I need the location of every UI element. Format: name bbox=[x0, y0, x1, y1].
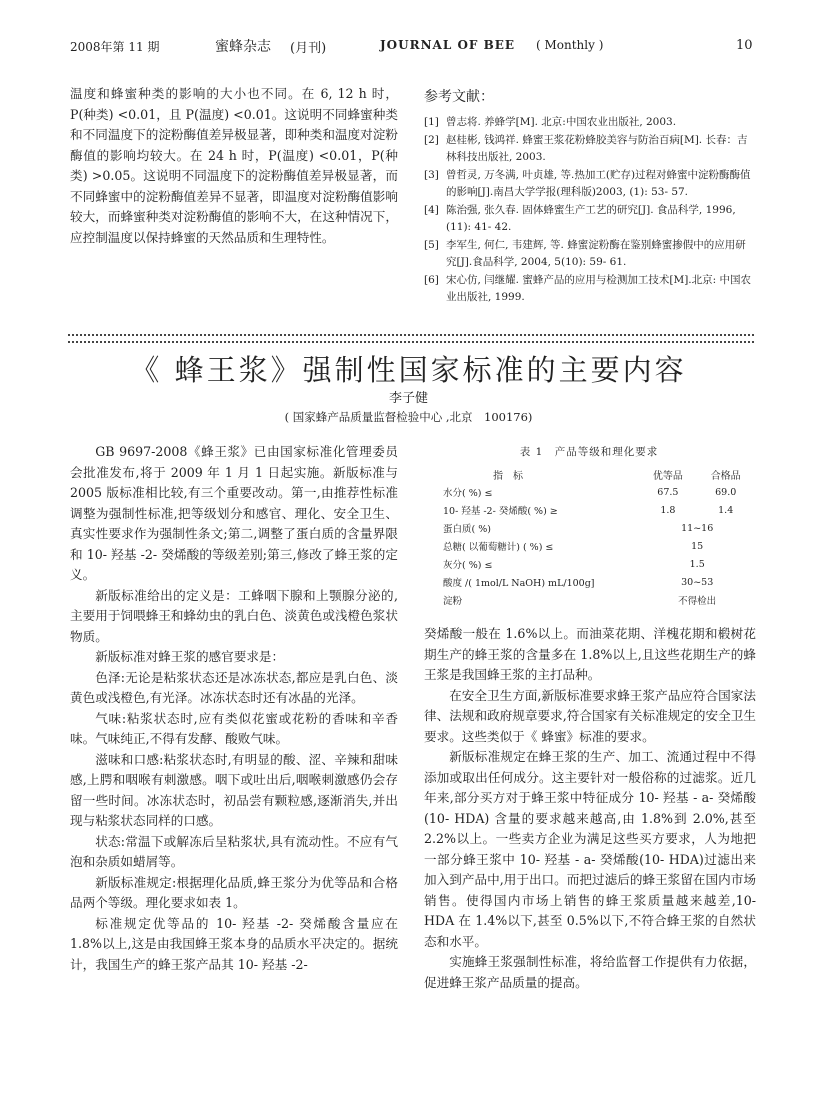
table-row bbox=[423, 591, 755, 609]
monthly-label-cn: (月刊) bbox=[290, 41, 327, 56]
body-paragraph: 标准规定优等品的 10- 羟基 -2- 癸烯酸含量应在 1.8%以上,这是由我国蜂王浆本身的品质水平决定的。据统计，我国生产的蜂王浆产品其 10- 羟基 -2- bbox=[70, 915, 398, 972]
requirements-table bbox=[423, 465, 755, 609]
body-paragraph: 气味:粘浆状态时,应有类似花蜜或花粉的香味和辛香味。气味纯正,不得有发酵、酸败气味。 bbox=[70, 710, 398, 746]
table-row bbox=[423, 555, 755, 573]
table-cell-indicator: 灰分( %) ≤ bbox=[443, 560, 493, 571]
table-row bbox=[423, 483, 755, 501]
page-number: 10 bbox=[736, 38, 753, 53]
table-cell-indicator: 淀粉 bbox=[443, 596, 463, 607]
table-caption: 表 1 产品等级和理化要求 bbox=[519, 446, 659, 458]
monthly-label-en: ( Monthly ) bbox=[536, 38, 604, 52]
issue-label: 2008年第 11 期 bbox=[70, 40, 160, 54]
reference-number: [4] bbox=[424, 204, 439, 216]
section-divider bbox=[68, 334, 754, 343]
table-cell-value: 11~16 bbox=[681, 522, 714, 534]
reference-item bbox=[424, 202, 756, 236]
reference-number: [1] bbox=[424, 116, 439, 128]
reference-item bbox=[424, 167, 756, 201]
reference-item bbox=[424, 114, 756, 131]
table-cell-indicator: 10- 羟基 -2- 癸烯酸( %) ≥ bbox=[443, 506, 558, 517]
body-paragraph: 新版标准规定在蜂王浆的生产、加工、流通过程中不得添加或取出任何成分。这主要针对一般俗称的过滤浆。近几年来,部分买方对于蜂王浆中特征成分 10- 羟基 - a- 癸烯酸 (10- HDA) 含量的要求越来越高,由 1.8%到 2.0%,甚至 2.2%以上。一些卖方企业为满足这些买方要求，人为地把一部分蜂王浆中 10- 羟基 - a- 癸烯酸(10- HDA)过滤出来加入到产品中,用于出口。而把过滤后的蜂王浆留在国内市场销售。使得国内市场上销售的蜂王浆质量越来越差,10- HDA 在 1.4%以下,甚至 0.5%以下,不符合蜂王浆的自然状态和水平。 bbox=[424, 749, 756, 949]
reference-text: 李军生, 何仁, 韦建辉, 等. 蜂蜜淀粉酶在鉴别蜂蜜掺假中的应用研究[J].食品科学, 2004, 5(10): 59- 61. bbox=[446, 239, 746, 268]
table-cell-indicator: 水分( %) ≤ bbox=[443, 488, 493, 499]
article-affiliation: ( 国家蜂产品质量监督检验中心 ,北京 100176) bbox=[284, 410, 533, 424]
table-cell-value: 67.5 bbox=[657, 486, 679, 498]
body-paragraph: 癸烯酸一般在 1.6%以上。而油菜花期、洋槐花期和椴树花期生产的蜂王浆的含量多在 1.8%以上,且这些花期生产的蜂王浆是我国蜂王浆的主打品种。 bbox=[424, 626, 756, 682]
references-title: 参考文献： bbox=[424, 89, 494, 105]
article-title: 《 蜂王浆》强制性国家标准的主要内容 bbox=[130, 353, 687, 387]
table-cell-value: 1.4 bbox=[718, 504, 734, 516]
left-column-body bbox=[70, 442, 398, 975]
reference-text: 赵桂彬, 钱鸿祥. 蜂蜜王浆花粉蜂胶美容与防治百病[M]. 长春：吉林科技出版社, 2003. bbox=[446, 134, 748, 163]
table-cell-indicator: 蛋白质( %) bbox=[443, 524, 491, 535]
reference-item bbox=[424, 272, 756, 306]
body-paragraph: 新版标准给出的定义是：工蜂咽下腺和上颚腺分泌的,主要用于饲喂蜂王和蜂幼虫的乳白色、淡黄色或浅橙色浆状物质。 bbox=[70, 587, 398, 644]
article-author: 李子健 bbox=[388, 391, 428, 406]
table-row bbox=[423, 501, 755, 519]
table-cell-value: 15 bbox=[691, 540, 704, 552]
body-paragraph: 滋味和口感:粘浆状态时,有明显的酸、涩、辛辣和甜味感,上腭和咽喉有刺激感。咽下或吐出后,咽喉刺激感仍会存留一些时间。冰冻状态时，初品尝有颗粒感,逐渐消失,并出现与粘浆状态同样的口感。 bbox=[70, 751, 398, 828]
reference-item bbox=[424, 237, 756, 271]
body-paragraph: 状态:常温下或解冻后呈粘浆状,具有流动性。不应有气泡和杂质如蜡屑等。 bbox=[70, 833, 398, 869]
right-column-body bbox=[424, 624, 756, 993]
continued-paragraph: 温度和蜂蜜种类的影响的大小也不同。在 6, 12 h 时，P(种类) <0.01，且 P(温度) <0.01。这说明不同蜂蜜种类和不同温度下的淀粉酶值差异极显著，即种类和温度对淀粉酶值的影响均较大。在 24 h 时，P(温度) <0.01，P(种类) >0.05。这说明不同温度下的淀粉酶值差异极显著，而不同蜂蜜中的淀粉酶值差异不显著，即温度对淀粉酶值影响较大，而蜂蜜种类对淀粉酶值的影响不大，在这种情况下，应控制温度以保持蜂蜜的天然品质和生理特性。 bbox=[70, 86, 398, 245]
journal-name-en: JOURNAL OF BEE bbox=[380, 38, 516, 52]
body-paragraph: 新版标准规定:根据理化品质,蜂王浆分为优等品和合格品两个等级。理化要求如表 1。 bbox=[70, 874, 398, 910]
table-cell-value: 69.0 bbox=[715, 486, 737, 498]
reference-text: 曾哲灵, 万冬满, 叶贞雄, 等.热加工(贮存)过程对蜂蜜中淀粉酶酶值的影响[J].南昌大学学报(理科版)2003, (1): 53- 57. bbox=[446, 169, 751, 198]
references-list bbox=[424, 114, 756, 306]
reference-number: [3] bbox=[424, 169, 439, 181]
table-cell-value: 不得检出 bbox=[678, 596, 717, 607]
body-paragraph: 色泽:无论是粘浆状态还是冰冻状态,都应是乳白色、淡黄色或浅橙色,有光泽。冰冻状态时还有冰晶的光泽。 bbox=[70, 669, 398, 705]
reference-item bbox=[424, 132, 756, 166]
table-cell-indicator: 酸度 /( 1mol/L NaOH) mL/100g] bbox=[443, 578, 595, 589]
table-row bbox=[423, 519, 755, 537]
table-cell-value: 1.5 bbox=[689, 558, 705, 570]
table-cell-indicator: 总糖( 以葡萄糖计) ( %) ≤ bbox=[443, 542, 554, 553]
table-header-cell: 优等品 bbox=[652, 470, 683, 482]
reference-number: [2] bbox=[424, 134, 439, 146]
body-paragraph: GB 9697-2008《蜂王浆》已由国家标准化管理委员会批准发布,将于 2009 年 1 月 1 日起实施。新版标准与 2005 版标准相比较,有三个重要改动。第一,由推荐性标准调整为强制性标准,把等级划分和感官、理化、安全卫生、真实性要求作为强制性条文;第二,调整了蛋白质的含量界限和 10- 羟基 -2- 癸烯酸的等级差别;第三,修改了蜂王浆的定义。 bbox=[70, 444, 398, 582]
body-paragraph: 在安全卫生方面,新版标准要求蜂王浆产品应符合国家法律、法规和政府规章要求,符合国家有关标准规定的安全卫生要求。这些类似于《 蜂蜜》标准的要求。 bbox=[424, 687, 756, 744]
table-cell-value: 30~53 bbox=[681, 576, 714, 588]
reference-number: [6] bbox=[424, 274, 439, 286]
references-section bbox=[424, 86, 756, 307]
body-paragraph: 新版标准对蜂王浆的感官要求是： bbox=[95, 649, 285, 664]
table-header-cell: 合格品 bbox=[710, 470, 741, 482]
reference-number: [5] bbox=[424, 239, 439, 251]
reference-text: 宋心仿, 闫继耀. 蜜蜂产品的应用与检测加工技术[M].北京: 中国农业出版社, 1999. bbox=[446, 274, 752, 303]
body-paragraph: 实施蜂王浆强制性标准，将给监督工作提供有力依据，促进蜂王浆产品质量的提高。 bbox=[424, 954, 756, 990]
table-header-cell: 指 标 bbox=[493, 470, 523, 482]
table-1 bbox=[423, 444, 755, 609]
table-header-row bbox=[423, 465, 755, 483]
journal-name-cn: 蜜蜂杂志 bbox=[215, 39, 271, 55]
table-cell-value: 1.8 bbox=[660, 504, 676, 516]
reference-text: 陈治强, 张久春. 固体蜂蜜生产工艺的研究[J]. 食品科学, 1996, (11): 41- 42. bbox=[446, 204, 736, 233]
reference-text: 曾志将. 养蜂学[M]. 北京:中国农业出版社, 2003. bbox=[446, 116, 677, 128]
table-row bbox=[423, 573, 755, 591]
table-row bbox=[423, 537, 755, 555]
